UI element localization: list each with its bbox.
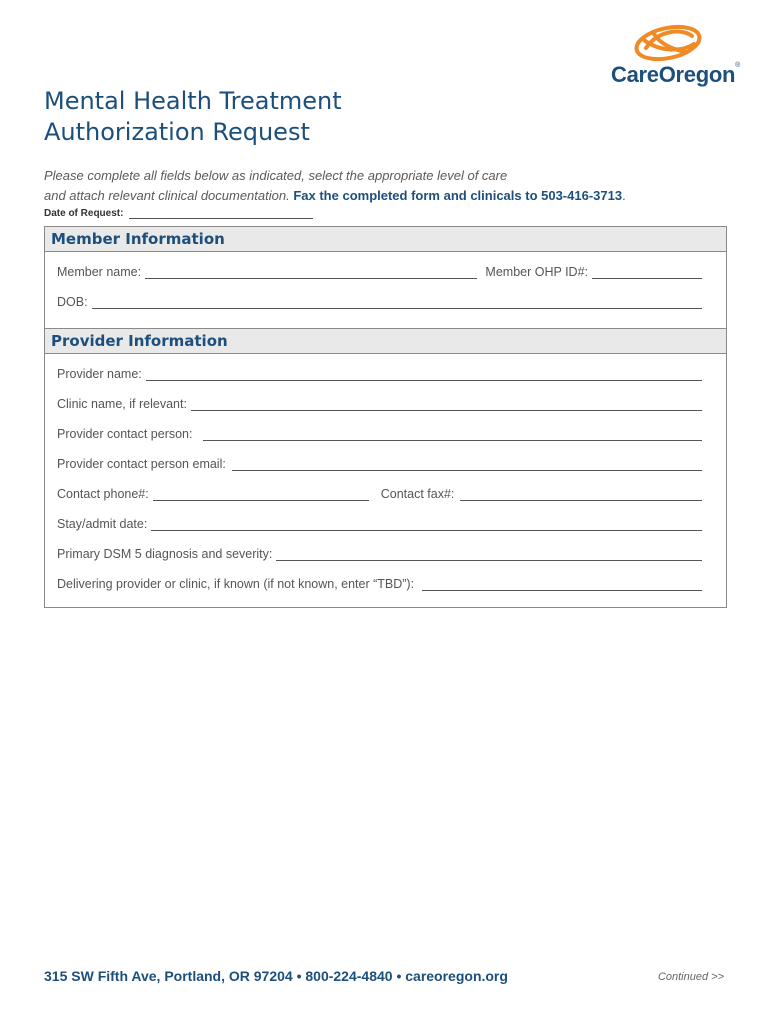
dsm5-diagnosis-field[interactable] [276, 548, 702, 561]
contact-person-label: Provider contact person: [57, 427, 193, 441]
clinic-name-row [57, 397, 702, 411]
member-name-field[interactable] [145, 266, 477, 279]
dob-field[interactable] [92, 296, 702, 309]
contact-phone-field[interactable] [153, 488, 369, 501]
provider-name-label: Provider name: [57, 367, 142, 381]
footer-address: 315 SW Fifth Ave, Portland, OR 97204 • 800-224-4840 • careoregon.org [44, 968, 508, 984]
provider-name-row [57, 367, 702, 381]
logo-wordmark: CareOregon® [610, 62, 740, 87]
delivering-provider-label: Delivering provider or clinic, if known (if not known, enter “TBD”): [57, 577, 415, 591]
stay-admit-date-field[interactable] [151, 518, 702, 531]
member-information-header: Member Information [45, 227, 726, 252]
dob-row [57, 295, 702, 309]
provider-name-field[interactable] [146, 368, 702, 381]
provider-information-header: Provider Information [45, 329, 726, 354]
contact-email-row [57, 457, 702, 471]
clinic-name-field[interactable] [191, 398, 702, 411]
contact-email-label: Provider contact person email: [57, 457, 226, 471]
provider-information-section [44, 328, 727, 608]
dob-label: DOB: [57, 295, 88, 309]
instructions-period: . [622, 188, 626, 203]
member-name-label: Member name: [57, 265, 142, 279]
fax-instruction: Fax the completed form and clinicals to 503-416-3713 [293, 188, 623, 203]
clinic-name-label: Clinic name, if relevant: [57, 397, 187, 411]
continued-label: Continued >> [657, 971, 724, 983]
stay-admit-date-row [57, 517, 702, 531]
dsm5-diagnosis-label: Primary DSM 5 diagnosis and severity: [57, 547, 273, 561]
contact-person-row [57, 427, 702, 441]
member-name-row [57, 265, 702, 279]
member-ohp-id-field[interactable] [592, 266, 702, 279]
contact-email-field[interactable] [232, 458, 702, 471]
contact-fax-label: Contact fax#: [380, 487, 455, 501]
dsm5-diagnosis-row [57, 547, 702, 561]
date-of-request-label: Date of Request: [44, 208, 124, 219]
instructions-line-2-italic: and attach relevant clinical documentation. [44, 188, 290, 203]
title-line-1: Mental Health Treatment [44, 87, 342, 115]
delivering-provider-field[interactable] [422, 578, 702, 591]
contact-person-field[interactable] [203, 428, 703, 441]
date-of-request-field[interactable] [129, 208, 313, 219]
date-of-request-row [44, 208, 313, 219]
careoregon-swirl-icon [630, 22, 706, 64]
delivering-provider-row [57, 577, 702, 591]
title-line-2: Authorization Request [44, 118, 310, 146]
instructions-line-1: Please complete all fields below as indicated, select the appropriate level of care [44, 168, 508, 183]
contact-phone-label: Contact phone#: [57, 487, 149, 501]
instructions [44, 166, 734, 206]
page-title [44, 86, 342, 148]
careoregon-logo [600, 22, 740, 92]
contact-phone-fax-row [57, 487, 702, 501]
contact-fax-field[interactable] [460, 488, 702, 501]
member-information-section [44, 226, 727, 329]
member-ohp-id-label: Member OHP ID#: [485, 265, 588, 279]
stay-admit-date-label: Stay/admit date: [57, 517, 148, 531]
